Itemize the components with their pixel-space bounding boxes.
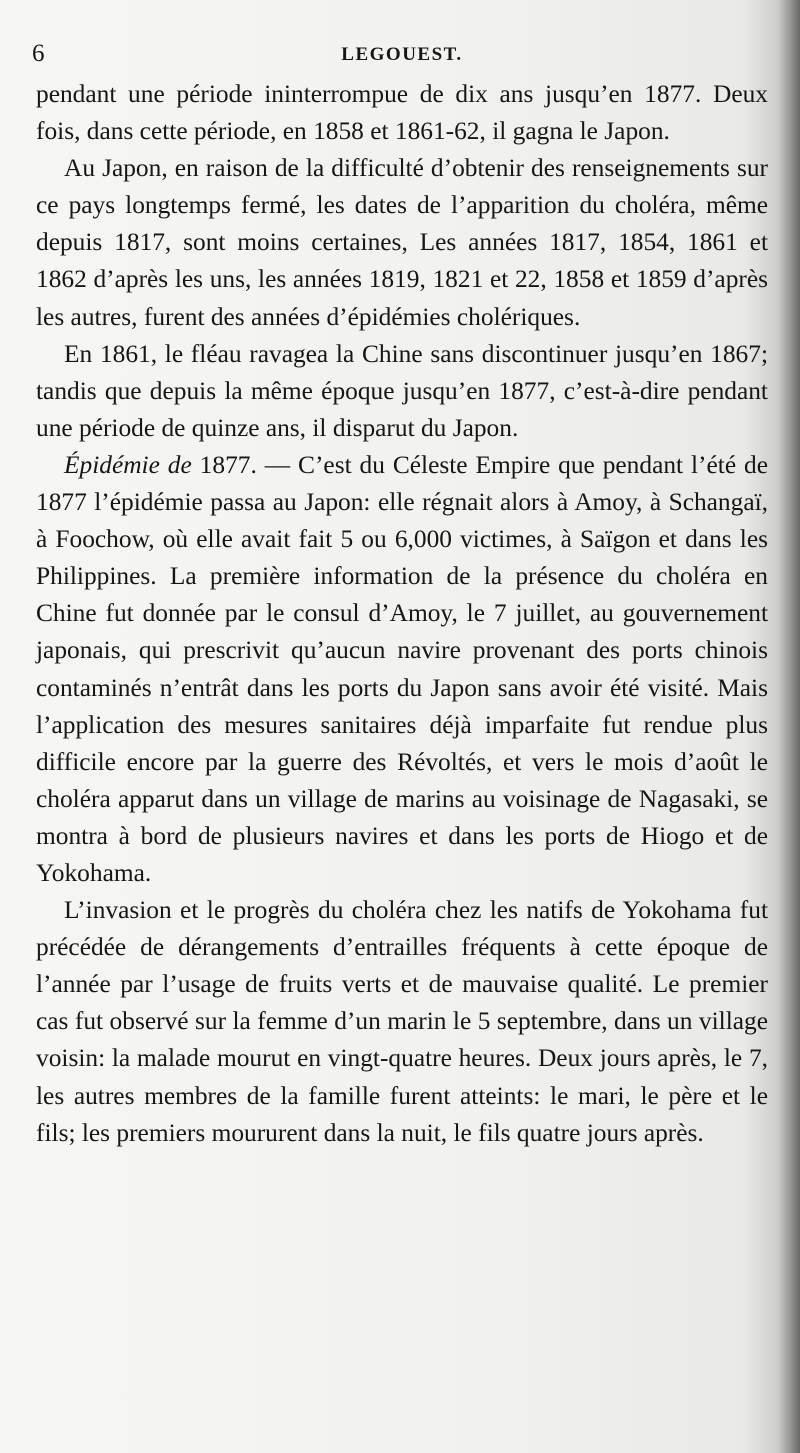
page-header xyxy=(32,36,772,76)
paragraph-3: En 1861, le fléau ravagea la Chine sans discontinuer jusqu’en 1867; tandis que depuis la même époque jusqu’en 1877, c’est-à-dire pendant une période de quinze ans, il disparut du Japon. xyxy=(36,339,768,442)
paragraph-5: L’invasion et le progrès du choléra chez les natifs de Yokohama fut précédée de dérangements d’entrailles fréquents à cette époque de l’année par l’usage de fruits verts et de mauvaise qualité. Le premier cas fut observé sur la femme d’un marin le 5 septembre, dans un village voisin: la malade mourut en vingt-quatre heures. Deux jours après, le 7, les autres membres de la famille furent atteints: le mari, le père et le fils; les premiers moururent dans la nuit, le fils quatre jours après. xyxy=(36,896,768,1147)
section-heading: Épidémie de xyxy=(64,450,192,479)
running-head: LEGOUEST. xyxy=(341,44,463,65)
paragraph-4-text: 1877. — C’est du Céleste Empire que pendant l’été de 1877 l’épidémie passa au Japon: elle régnait alors à Amoy, à Schangaï, à Foochow, où elle avait fait 5 ou 6,000 victimes, à Saïgon et dans les Philippines. La première information de la présence du choléra en Chine fut donnée par le consul d’Amoy, le 7 juillet, au gouvernement japonais, qui prescrivit qu’aucun navire provenant des ports chinois contaminés n’entrât dans les ports du Japon sans avoir été visité. Mais l’application des mesures sanitaires déjà imparfaite fut rendue plus difficile encore par la guerre des Révoltés, et vers le mois d’août le choléra apparut dans un village de marins au voisinage de Nagasaki, se montra à bord de plusieurs navires et dans les ports de Hiogo et de Yokohama. xyxy=(36,450,768,887)
page-edge-shadow xyxy=(778,0,800,1453)
page-number: 6 xyxy=(32,40,45,67)
paragraph-4 xyxy=(36,447,768,892)
body-text xyxy=(36,76,768,1152)
paragraph-1: pendant une période ininterrompue de dix ans jusqu’en 1877. Deux fois, dans cette période, en 1858 et 1861-62, il gagna le Japon. xyxy=(36,80,768,146)
paragraph-2: Au Japon, en raison de la difficulté d’obtenir des renseignements sur ce pays longtemps fermé, les dates de l’apparition du choléra, même depuis 1817, sont moins certaines, Les années 1817, 1854, 1861 et 1862 d’après les uns, les années 1819, 1821 et 22, 1858 et 1859 d’après les autres, furent des années d’épidémies cholériques. xyxy=(36,154,768,331)
